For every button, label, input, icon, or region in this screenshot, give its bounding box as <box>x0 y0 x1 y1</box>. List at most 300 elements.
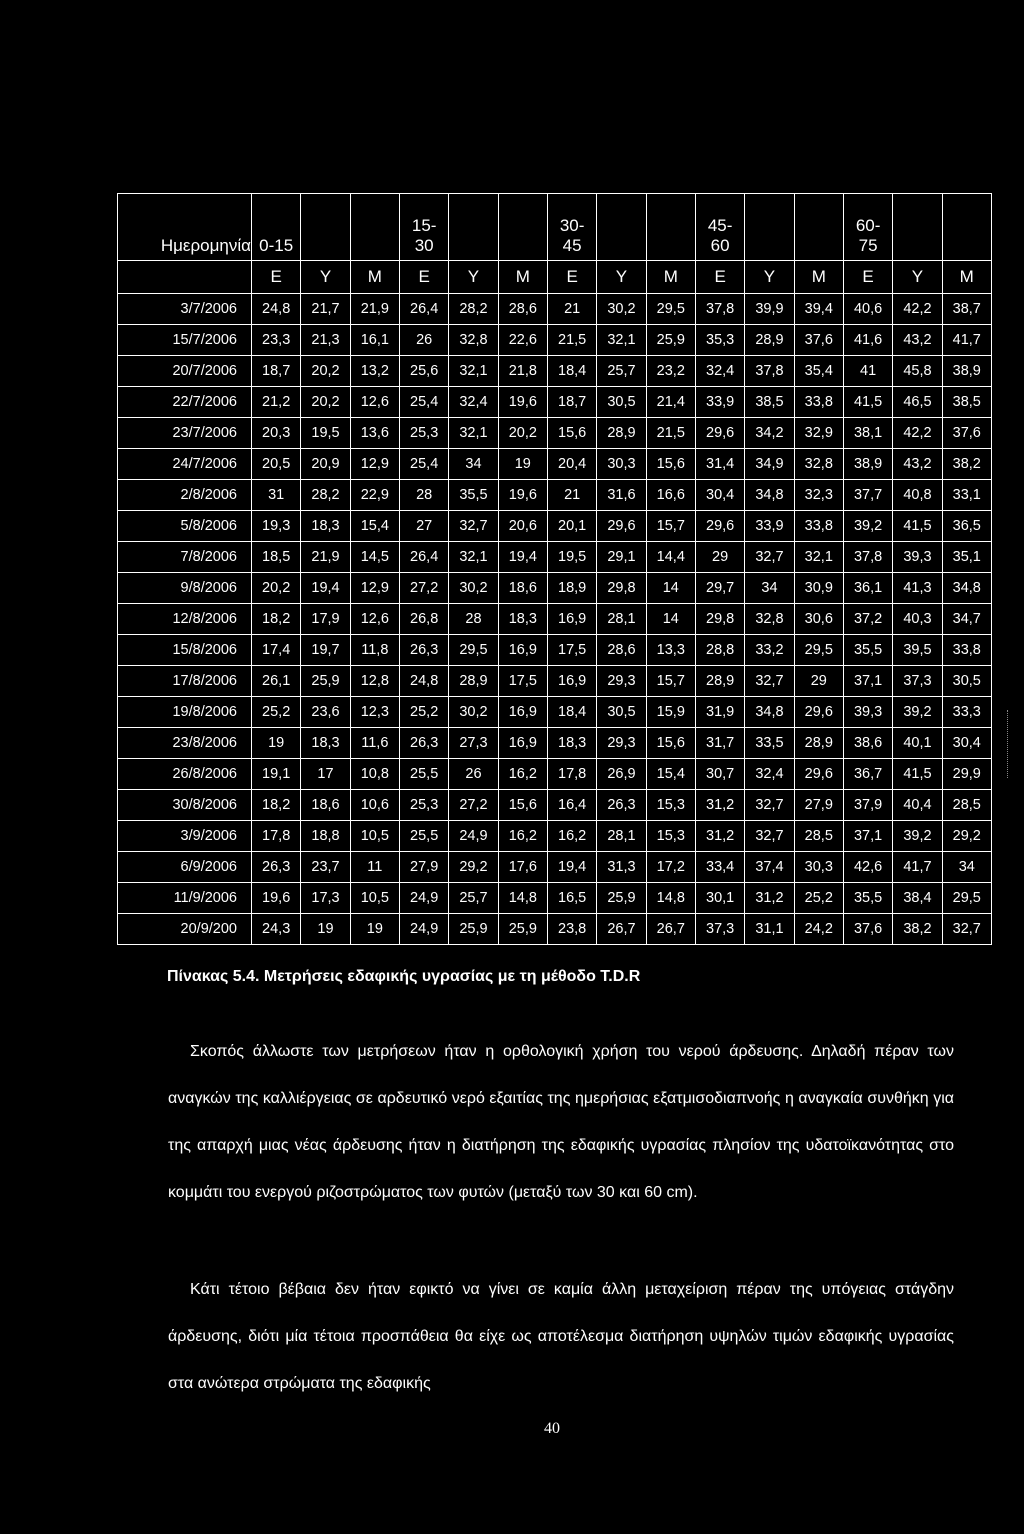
table-row <box>118 790 992 821</box>
header-cell: Υ <box>301 261 350 294</box>
value-cell: 37,2 <box>843 604 892 635</box>
header-cell-date: Ημερομηνία <box>118 194 252 261</box>
value-cell: 21,3 <box>301 325 350 356</box>
value-cell: 21,7 <box>301 294 350 325</box>
value-cell: 32,7 <box>449 511 498 542</box>
value-cell: 17,5 <box>547 635 596 666</box>
value-cell: 31,2 <box>695 821 744 852</box>
value-cell: 16,5 <box>547 883 596 914</box>
value-cell: 28,5 <box>794 821 843 852</box>
value-cell: 29,2 <box>942 821 991 852</box>
value-cell: 25,9 <box>646 325 695 356</box>
value-cell: 36,7 <box>843 759 892 790</box>
header-cell: Υ <box>597 261 646 294</box>
value-cell: 38,9 <box>843 449 892 480</box>
value-cell: 26,3 <box>252 852 301 883</box>
value-cell: 15,3 <box>646 821 695 852</box>
value-cell: 38,7 <box>942 294 991 325</box>
table-header-subcolumn-row <box>118 261 992 294</box>
date-cell: 19/8/2006 <box>118 697 252 728</box>
value-cell: 25,3 <box>399 790 448 821</box>
value-cell: 14,8 <box>646 883 695 914</box>
value-cell: 29,2 <box>449 852 498 883</box>
value-cell: 23,7 <box>301 852 350 883</box>
value-cell: 30,2 <box>449 573 498 604</box>
value-cell: 33,8 <box>942 635 991 666</box>
value-cell: 37,4 <box>745 852 794 883</box>
value-cell: 37,3 <box>695 914 744 945</box>
value-cell: 28,9 <box>695 666 744 697</box>
value-cell: 29 <box>695 542 744 573</box>
value-cell: 20,2 <box>498 418 547 449</box>
value-cell: 25,2 <box>794 883 843 914</box>
header-cell <box>350 194 399 261</box>
value-cell: 30,3 <box>794 852 843 883</box>
value-cell: 19,5 <box>301 418 350 449</box>
value-cell: 19,6 <box>498 480 547 511</box>
header-cell: 45- 60 <box>695 194 744 261</box>
value-cell: 34 <box>449 449 498 480</box>
header-cell <box>301 194 350 261</box>
value-cell: 42,2 <box>893 294 942 325</box>
value-cell: 29,5 <box>646 294 695 325</box>
value-cell: 13,2 <box>350 356 399 387</box>
value-cell: 20,1 <box>547 511 596 542</box>
value-cell: 25,9 <box>498 914 547 945</box>
value-cell: 15,9 <box>646 697 695 728</box>
value-cell: 26 <box>449 759 498 790</box>
date-cell: 3/9/2006 <box>118 821 252 852</box>
value-cell: 27,3 <box>449 728 498 759</box>
header-cell: Μ <box>794 261 843 294</box>
value-cell: 24,9 <box>449 821 498 852</box>
value-cell: 33,9 <box>745 511 794 542</box>
value-cell: 28,9 <box>597 418 646 449</box>
header-cell <box>597 194 646 261</box>
value-cell: 34,7 <box>942 604 991 635</box>
value-cell: 33,8 <box>794 387 843 418</box>
value-cell: 39,3 <box>893 542 942 573</box>
value-cell: 29 <box>794 666 843 697</box>
header-cell: Υ <box>449 261 498 294</box>
value-cell: 39,3 <box>843 697 892 728</box>
header-cell: 60- 75 <box>843 194 892 261</box>
paragraph-1-text: Σκοπός άλλωστε των μετρήσεων ήταν η ορθολογική χρήση του νερού άρδευσης. Δηλαδή πέραν των αναγκών της καλλιέργειας σε αρδευτικό νερό εξαιτίας της ημερήσιας εξατμισοδιαπνοής η αναγκαία συνθήκη για της απαρχή μιας νέας άρδευσης ήταν η διατήρηση της εδαφικής υγρασίας πλησίον της υδατοϊκανότητας στο κομμάτι του ενεργού ριζοστρώματος των φυτών (μεταξύ των 30 και 60 cm). <box>168 1043 954 1201</box>
value-cell: 29,6 <box>695 418 744 449</box>
value-cell: 19 <box>498 449 547 480</box>
value-cell: 10,6 <box>350 790 399 821</box>
value-cell: 26,9 <box>597 759 646 790</box>
paragraph-2-text: Κάτι τέτοιο βέβαια δεν ήταν εφικτό να γίνει σε καμία άλλη μεταχείριση πέραν της υπόγειας στάγδην άρδευσης, διότι μία τέτοια προσπάθεια θα είχε ως αποτέλεσμα διατήρηση υψηλών τιμών εδαφικής υγρασίας στα ανώτερα στρώματα της εδαφικής <box>168 1281 954 1392</box>
value-cell: 11 <box>350 852 399 883</box>
value-cell: 17,9 <box>301 604 350 635</box>
header-cell: Μ <box>646 261 695 294</box>
value-cell: 19,1 <box>252 759 301 790</box>
value-cell: 40,6 <box>843 294 892 325</box>
date-cell: 11/9/2006 <box>118 883 252 914</box>
value-cell: 31,2 <box>745 883 794 914</box>
value-cell: 17,6 <box>498 852 547 883</box>
value-cell: 37,6 <box>794 325 843 356</box>
header-cell <box>498 194 547 261</box>
value-cell: 32,8 <box>794 449 843 480</box>
value-cell: 19,4 <box>498 542 547 573</box>
value-cell: 17,3 <box>301 883 350 914</box>
value-cell: 25,4 <box>399 387 448 418</box>
value-cell: 26,7 <box>597 914 646 945</box>
value-cell: 25,5 <box>399 821 448 852</box>
value-cell: 39,5 <box>893 635 942 666</box>
paragraph-1 <box>168 1028 954 1216</box>
value-cell: 34,8 <box>745 480 794 511</box>
value-cell: 25,7 <box>449 883 498 914</box>
value-cell: 37,8 <box>695 294 744 325</box>
value-cell: 25,9 <box>597 883 646 914</box>
value-cell: 17,8 <box>547 759 596 790</box>
value-cell: 30,9 <box>794 573 843 604</box>
value-cell: 10,5 <box>350 821 399 852</box>
value-cell: 13,3 <box>646 635 695 666</box>
value-cell: 36,5 <box>942 511 991 542</box>
value-cell: 19,3 <box>252 511 301 542</box>
value-cell: 28 <box>449 604 498 635</box>
value-cell: 21,5 <box>547 325 596 356</box>
value-cell: 23,2 <box>646 356 695 387</box>
value-cell: 25,6 <box>399 356 448 387</box>
value-cell: 20,6 <box>498 511 547 542</box>
value-cell: 29,9 <box>942 759 991 790</box>
header-cell: 30- 45 <box>547 194 596 261</box>
value-cell: 37,1 <box>843 666 892 697</box>
date-cell: 6/9/2006 <box>118 852 252 883</box>
date-cell: 3/7/2006 <box>118 294 252 325</box>
date-cell: 23/7/2006 <box>118 418 252 449</box>
value-cell: 28 <box>399 480 448 511</box>
date-cell: 12/8/2006 <box>118 604 252 635</box>
date-cell: 15/8/2006 <box>118 635 252 666</box>
value-cell: 16,9 <box>547 604 596 635</box>
value-cell: 40,8 <box>893 480 942 511</box>
value-cell: 32,1 <box>794 542 843 573</box>
table-row <box>118 418 992 449</box>
value-cell: 39,9 <box>745 294 794 325</box>
value-cell: 41,5 <box>843 387 892 418</box>
value-cell: 21,8 <box>498 356 547 387</box>
value-cell: 33,9 <box>695 387 744 418</box>
value-cell: 19,4 <box>547 852 596 883</box>
value-cell: 38,6 <box>843 728 892 759</box>
value-cell: 41,5 <box>893 759 942 790</box>
value-cell: 30,1 <box>695 883 744 914</box>
table-row <box>118 387 992 418</box>
value-cell: 17,4 <box>252 635 301 666</box>
value-cell: 12,6 <box>350 604 399 635</box>
header-cell: 0-15 <box>252 194 301 261</box>
value-cell: 16,2 <box>547 821 596 852</box>
value-cell: 27,2 <box>399 573 448 604</box>
value-cell: 25,9 <box>449 914 498 945</box>
value-cell: 18,2 <box>252 790 301 821</box>
value-cell: 37,8 <box>843 542 892 573</box>
value-cell: 38,5 <box>942 387 991 418</box>
value-cell: 26,1 <box>252 666 301 697</box>
value-cell: 39,4 <box>794 294 843 325</box>
value-cell: 25,5 <box>399 759 448 790</box>
date-cell: 23/8/2006 <box>118 728 252 759</box>
table-row <box>118 914 992 945</box>
value-cell: 16,2 <box>498 821 547 852</box>
value-cell: 15,6 <box>646 449 695 480</box>
value-cell: 26,3 <box>399 635 448 666</box>
value-cell: 32,8 <box>745 604 794 635</box>
value-cell: 22,9 <box>350 480 399 511</box>
value-cell: 19,6 <box>498 387 547 418</box>
header-cell: Ε <box>399 261 448 294</box>
value-cell: 35,1 <box>942 542 991 573</box>
date-cell: 5/8/2006 <box>118 511 252 542</box>
date-cell: 30/8/2006 <box>118 790 252 821</box>
value-cell: 17 <box>301 759 350 790</box>
value-cell: 32,1 <box>597 325 646 356</box>
value-cell: 26,4 <box>399 294 448 325</box>
table-row <box>118 294 992 325</box>
value-cell: 26,4 <box>399 542 448 573</box>
value-cell: 14 <box>646 604 695 635</box>
table-row <box>118 604 992 635</box>
value-cell: 32,4 <box>695 356 744 387</box>
value-cell: 23,8 <box>547 914 596 945</box>
value-cell: 30,6 <box>794 604 843 635</box>
value-cell: 24,8 <box>252 294 301 325</box>
value-cell: 16,1 <box>350 325 399 356</box>
value-cell: 31 <box>252 480 301 511</box>
value-cell: 11,6 <box>350 728 399 759</box>
value-cell: 41,3 <box>893 573 942 604</box>
value-cell: 12,9 <box>350 573 399 604</box>
value-cell: 16,9 <box>498 697 547 728</box>
header-cell: Ε <box>547 261 596 294</box>
table-row <box>118 635 992 666</box>
value-cell: 32,7 <box>745 790 794 821</box>
value-cell: 27,2 <box>449 790 498 821</box>
value-cell: 32,7 <box>745 666 794 697</box>
value-cell: 37,9 <box>843 790 892 821</box>
value-cell: 18,7 <box>547 387 596 418</box>
value-cell: 25,3 <box>399 418 448 449</box>
value-cell: 31,3 <box>597 852 646 883</box>
value-cell: 38,2 <box>942 449 991 480</box>
value-cell: 17,5 <box>498 666 547 697</box>
value-cell: 25,9 <box>301 666 350 697</box>
value-cell: 12,3 <box>350 697 399 728</box>
value-cell: 19,7 <box>301 635 350 666</box>
value-cell: 18,4 <box>547 697 596 728</box>
value-cell: 32,4 <box>449 387 498 418</box>
value-cell: 25,2 <box>399 697 448 728</box>
value-cell: 10,8 <box>350 759 399 790</box>
value-cell: 32,1 <box>449 418 498 449</box>
header-cell: 15- 30 <box>399 194 448 261</box>
value-cell: 19 <box>252 728 301 759</box>
table-row <box>118 325 992 356</box>
value-cell: 39,2 <box>893 697 942 728</box>
value-cell: 16,9 <box>498 728 547 759</box>
header-cell: Υ <box>745 261 794 294</box>
value-cell: 17,8 <box>252 821 301 852</box>
value-cell: 35,5 <box>843 883 892 914</box>
value-cell: 24,3 <box>252 914 301 945</box>
header-cell <box>745 194 794 261</box>
value-cell: 20,2 <box>301 387 350 418</box>
value-cell: 23,6 <box>301 697 350 728</box>
value-cell: 30,3 <box>597 449 646 480</box>
header-cell <box>893 194 942 261</box>
value-cell: 18,3 <box>301 511 350 542</box>
header-cell-date <box>118 261 252 294</box>
value-cell: 33,2 <box>745 635 794 666</box>
value-cell: 37,6 <box>942 418 991 449</box>
value-cell: 19 <box>350 914 399 945</box>
table-row <box>118 697 992 728</box>
value-cell: 28,1 <box>597 821 646 852</box>
value-cell: 28,5 <box>942 790 991 821</box>
value-cell: 32,7 <box>942 914 991 945</box>
value-cell: 11,8 <box>350 635 399 666</box>
value-cell: 30,5 <box>597 697 646 728</box>
value-cell: 21 <box>547 294 596 325</box>
value-cell: 30,2 <box>449 697 498 728</box>
value-cell: 19,5 <box>547 542 596 573</box>
value-cell: 15,6 <box>498 790 547 821</box>
value-cell: 27,9 <box>794 790 843 821</box>
value-cell: 34,8 <box>745 697 794 728</box>
value-cell: 29,6 <box>695 511 744 542</box>
value-cell: 29,6 <box>794 759 843 790</box>
date-cell: 24/7/2006 <box>118 449 252 480</box>
value-cell: 29,1 <box>597 542 646 573</box>
value-cell: 19,6 <box>252 883 301 914</box>
value-cell: 37,7 <box>843 480 892 511</box>
table-caption: Πίνακας 5.4. Μετρήσεις εδαφικής υγρασίας με τη μέθοδο T.D.R <box>167 968 641 985</box>
value-cell: 18,3 <box>301 728 350 759</box>
value-cell: 24,2 <box>794 914 843 945</box>
value-cell: 15,4 <box>646 759 695 790</box>
value-cell: 29,3 <box>597 728 646 759</box>
value-cell: 35,5 <box>843 635 892 666</box>
value-cell: 32,4 <box>745 759 794 790</box>
value-cell: 40,4 <box>893 790 942 821</box>
value-cell: 20,3 <box>252 418 301 449</box>
value-cell: 38,9 <box>942 356 991 387</box>
value-cell: 33,1 <box>942 480 991 511</box>
value-cell: 29,8 <box>695 604 744 635</box>
value-cell: 18,6 <box>301 790 350 821</box>
value-cell: 28,9 <box>794 728 843 759</box>
value-cell: 31,9 <box>695 697 744 728</box>
value-cell: 28,9 <box>745 325 794 356</box>
value-cell: 30,5 <box>597 387 646 418</box>
value-cell: 21,5 <box>646 418 695 449</box>
value-cell: 21 <box>547 480 596 511</box>
value-cell: 29,6 <box>794 697 843 728</box>
table-header-depth-row <box>118 194 992 261</box>
value-cell: 31,7 <box>695 728 744 759</box>
header-cell <box>646 194 695 261</box>
value-cell: 26,3 <box>597 790 646 821</box>
value-cell: 13,6 <box>350 418 399 449</box>
value-cell: 18,4 <box>547 356 596 387</box>
value-cell: 28,8 <box>695 635 744 666</box>
value-cell: 34 <box>745 573 794 604</box>
value-cell: 41,6 <box>843 325 892 356</box>
value-cell: 34,9 <box>745 449 794 480</box>
value-cell: 20,2 <box>301 356 350 387</box>
value-cell: 41,7 <box>893 852 942 883</box>
value-cell: 31,6 <box>597 480 646 511</box>
value-cell: 18,8 <box>301 821 350 852</box>
value-cell: 15,6 <box>547 418 596 449</box>
value-cell: 14 <box>646 573 695 604</box>
date-cell: 9/8/2006 <box>118 573 252 604</box>
header-cell: Ε <box>252 261 301 294</box>
value-cell: 33,3 <box>942 697 991 728</box>
value-cell: 28,9 <box>449 666 498 697</box>
value-cell: 33,5 <box>745 728 794 759</box>
value-cell: 34,2 <box>745 418 794 449</box>
date-cell: 17/8/2006 <box>118 666 252 697</box>
value-cell: 18,5 <box>252 542 301 573</box>
value-cell: 37,1 <box>843 821 892 852</box>
value-cell: 29,3 <box>597 666 646 697</box>
value-cell: 21,9 <box>301 542 350 573</box>
value-cell: 18,3 <box>498 604 547 635</box>
value-cell: 38,1 <box>843 418 892 449</box>
value-cell: 20,4 <box>547 449 596 480</box>
value-cell: 15,3 <box>646 790 695 821</box>
value-cell: 32,9 <box>794 418 843 449</box>
value-cell: 30,4 <box>942 728 991 759</box>
value-cell: 30,7 <box>695 759 744 790</box>
value-cell: 26 <box>399 325 448 356</box>
table-row <box>118 511 992 542</box>
value-cell: 37,8 <box>745 356 794 387</box>
value-cell: 15,7 <box>646 511 695 542</box>
value-cell: 24,9 <box>399 914 448 945</box>
value-cell: 24,9 <box>399 883 448 914</box>
value-cell: 32,7 <box>745 542 794 573</box>
value-cell: 12,8 <box>350 666 399 697</box>
value-cell: 19,4 <box>301 573 350 604</box>
value-cell: 16,9 <box>547 666 596 697</box>
value-cell: 20,2 <box>252 573 301 604</box>
value-cell: 25,7 <box>597 356 646 387</box>
value-cell: 29,8 <box>597 573 646 604</box>
value-cell: 25,2 <box>252 697 301 728</box>
header-cell: Μ <box>498 261 547 294</box>
paragraph-2 <box>168 1266 954 1407</box>
table-row <box>118 728 992 759</box>
value-cell: 28,2 <box>301 480 350 511</box>
value-cell: 31,2 <box>695 790 744 821</box>
header-cell: Μ <box>942 261 991 294</box>
value-cell: 19 <box>301 914 350 945</box>
value-cell: 29,5 <box>942 883 991 914</box>
value-cell: 15,4 <box>350 511 399 542</box>
value-cell: 37,6 <box>843 914 892 945</box>
value-cell: 20,5 <box>252 449 301 480</box>
value-cell: 18,2 <box>252 604 301 635</box>
value-cell: 32,3 <box>794 480 843 511</box>
